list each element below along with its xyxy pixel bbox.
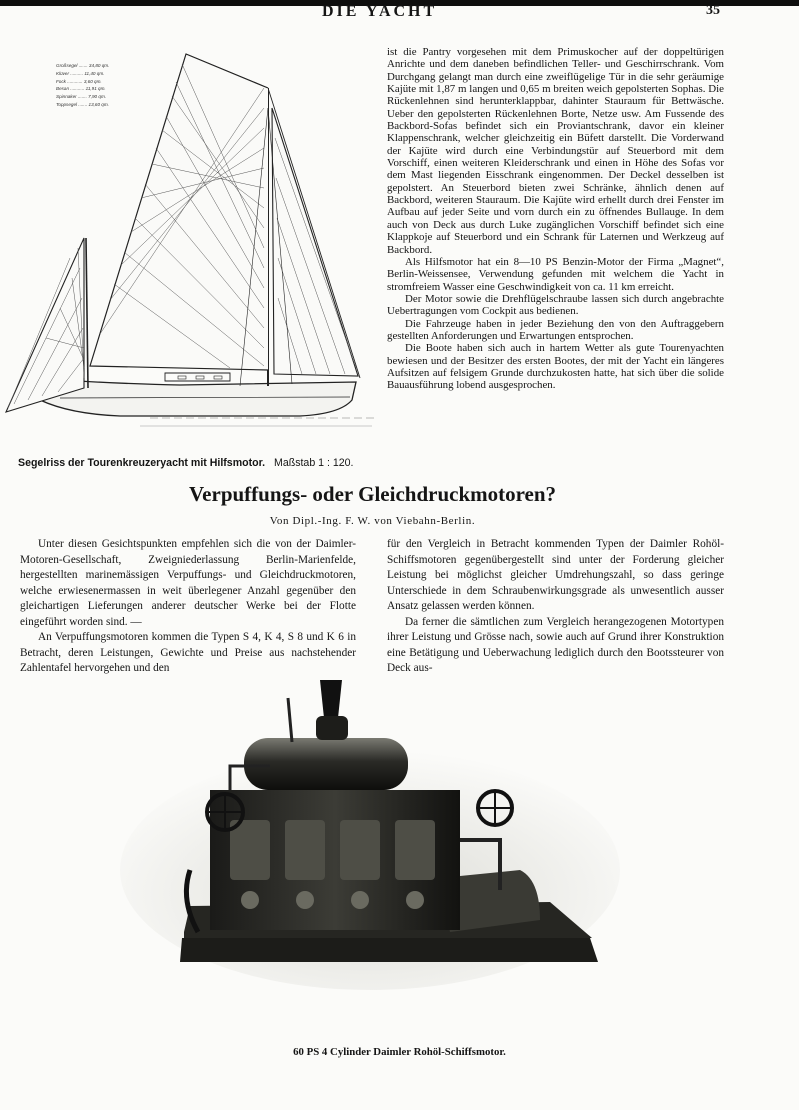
- article-left-column: [20, 537, 356, 677]
- article-title: Verpuffungs- oder Gleichdruckmotoren?: [188, 482, 557, 506]
- legend-line: Großsegel ....... 34,80 qm.: [56, 63, 110, 68]
- paragraph: An Verpuffungsmotoren kommen die Typen S 4, K 4, S 8 und K 6 in Betracht, deren Leistungen, Gewichte und Preise aus nachstehender Zahlentafel hervorgehen und den: [20, 631, 356, 674]
- sail-plan-caption: Segelriss der Tourenkreuzeryacht mit Hilfsmotor.: [18, 457, 266, 469]
- sail-plan-scale: Maßstab 1 : 120.: [274, 457, 354, 469]
- legend-line: Spinnaker ....... 7,90 qm.: [56, 94, 107, 100]
- paragraph: Der Motor sowie die Drehflügelschraube lassen sich durch angebrachte Uebertragungen vom Cockpit aus bedienen.: [387, 292, 724, 318]
- sail-article-text: [387, 46, 724, 392]
- running-title: DIE YACHT: [322, 3, 438, 20]
- sail-area-legend: [56, 62, 109, 109]
- paragraph: für den Vergleich in Betracht kommenden Typen der Daimler Rohöl-Schiffsmotoren gegenübergestellt sind unter der Forderung gleicher Leistung bei möglichst gleicher Umdrehungszahl, so dass geringe Unterschiede in dem Schraubenwirkungsgrade als unwesentlich ausser Ansatz gelassen werden können.: [387, 538, 724, 612]
- article-right-column: [387, 537, 724, 677]
- legend-line: Klüver .......... 11,40 qm.: [56, 70, 105, 76]
- article-byline: Von Dipl.-Ing. F. W. von Viebahn-Berlin.: [269, 515, 476, 527]
- paragraph: Als Hilfsmotor hat ein 8—10 PS Benzin-Motor der Firma „Magnet“, Berlin-Weissensee, Verwendung gefunden mit welchem die Yacht in stromfreiem Wasser eine Geschwindigkeit von ca. 11 km erreicht.: [387, 255, 724, 293]
- paragraph: Die Fahrzeuge haben in jeder Beziehung den von den Auftraggebern gestellten Anforderungen und Erwartungen entsprochen.: [387, 317, 724, 342]
- engine-photograph: [120, 670, 620, 990]
- paragraph: Da ferner die sämtlichen zum Vergleich herangezogenen Motortypen ihrer Leistung und Grösse nach, sowie auch auf Grund ihrer Konstruktion eine Betätigung und Ueberwachung lediglich durch den Bootssteurer von Deck aus-: [387, 615, 724, 674]
- page-number: 35: [706, 3, 720, 18]
- paragraph: Die Boote haben sich auch in hartem Wetter als gute Tourenyachten bewiesen und der Besitzer des ersten Bootes, der mit der Yacht ein längeres Aufsitzen auf felsigem Grunde durchzukosten hatte, hat sich über die solide Bauausführung lobend ausgesprochen.: [387, 342, 724, 392]
- legend-line: Fock ............ 3,60 qm.: [56, 78, 102, 84]
- running-head: [0, 3, 799, 21]
- engine-figure-caption: 60 PS 4 Cylinder Daimler Rohöl-Schiffsmotor.: [293, 1046, 506, 1058]
- legend-line: Toppsegel ....... 13,60 qm.: [56, 101, 109, 107]
- legend-line: Besan ........... 11,91 qm.: [56, 86, 106, 92]
- paragraph: Unter diesen Gesichtspunkten empfehlen sich die von der Daimler-Motoren-Gesellschaft, Zweigniederlassung Berlin-Marienfelde, hergestellten marinemässigen Verpuffungs- und Gleichdruckmotoren, welche erwiesenermassen in weit überlegener Anzahl gegenüber den gleichartigen Lieferungen anderer deutscher Werke bei der Flotte eingeführt worden sind. —: [20, 538, 356, 628]
- paragraph: ist die Pantry vorgesehen mit dem Primuskocher auf der doppeltürigen Anrichte und dem daneben befindlichen Teller- und Geschirrschrank. Vom Durchgang gelangt man durch eine zweiflügelige Tür in die sehr geräumige Kajüte mit 1,87 m langen und 0,65 m breiten weich gepolsterten Sophas. Die Rückenlehnen sind herunterklappbar, dahinter Stauraum für Bettwäsche. Ueber den gepolsterten Rückenlehnen Borte, Netze usw. Am Fussende des Backbord-Sofas befindet sich ein Proviantschrank, davor ein kleiner Klappenschrank, welcher gleichzeitig ein Büfett darstellt. Die Vorderwand der Kajüte wird durch eine Verbindungstür auf Steuerbord mit dem Vorschiff, einen weiteren Kleiderschrank und einen in Höhe des Sofas vor dem Mast liegenden Eisschrank eingenommen. Der Deckel desselben ist gepolstert. An Steuerbord bieten zwei Schränke, ähnlich denen auf Backbord, weiteren Stauraum. Die Kajüte wird erhellt durch drei Fenster im Aufbau auf jeder Seite und vorn durch ein zu öffnendes Bullauge. In dem auch von Deck aus durch Luke zugänglichen Vorschiff befindet sich eine Klappkoje auf Steuerbord und ein Schrank für Laternen und Werkzeug auf Backbord.: [387, 46, 724, 256]
